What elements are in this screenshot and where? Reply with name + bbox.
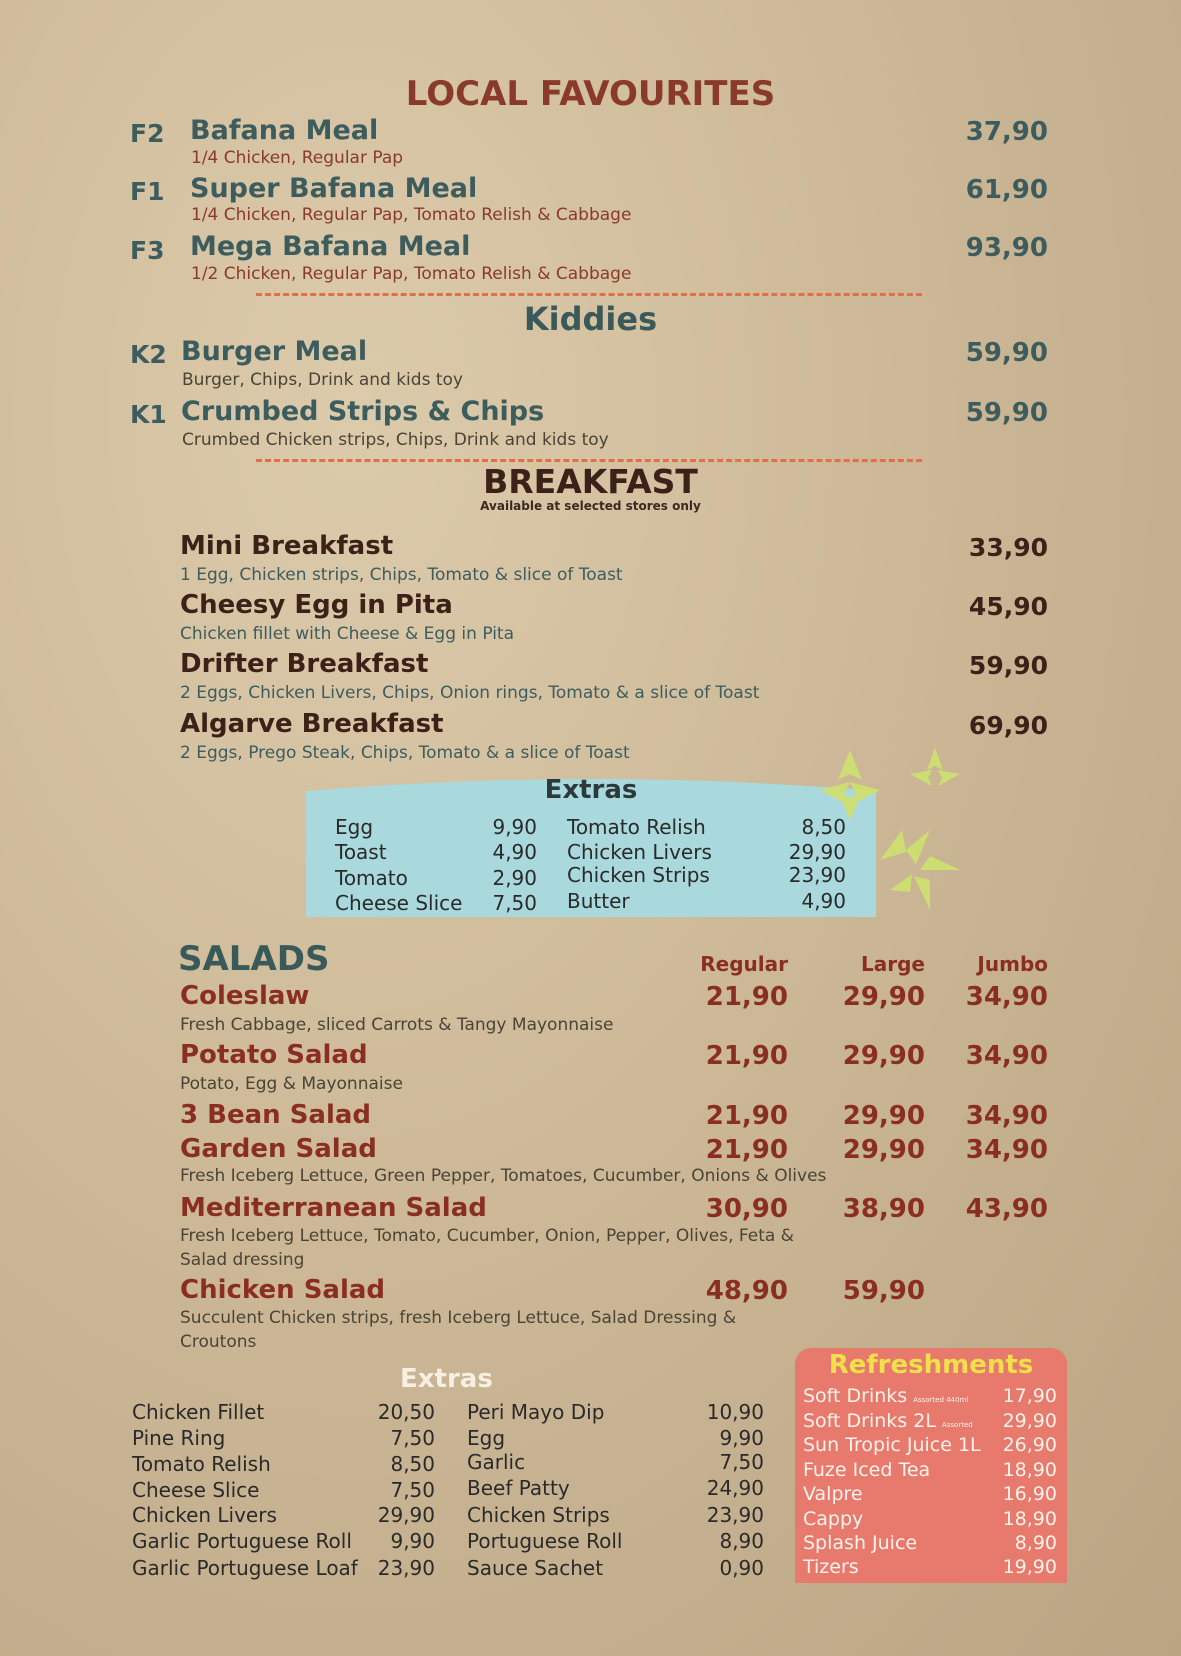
extra-item-price: 2,90 [492,866,537,890]
refresh-item-name: Tizers [803,1556,859,1578]
item-name: Burger Meal [181,336,368,367]
extra-item-price: 7,50 [390,1478,435,1502]
item-name: Mini Breakfast [180,531,394,561]
extras-title: Extras [400,1364,493,1394]
item-desc: 1/2 Chicken, Regular Pap, Tomato Relish & Cabbage [191,264,632,284]
salad-name: 3 Bean Salad [180,1100,372,1130]
extra-item-name: Portuguese Roll [467,1529,623,1553]
col-header-jumbo: Jumbo [977,952,1048,976]
item-name: Cheesy Egg in Pita [180,590,453,620]
item-price: 59,90 [965,398,1048,428]
refresh-item-name: Sun Tropic Juice 1L [803,1434,981,1456]
extra-item-price: 9,90 [390,1529,435,1553]
salad-price-regular: 48,90 [705,1276,788,1306]
refresh-item-name: Cappy [803,1508,864,1530]
extra-item-name: Egg [335,815,374,839]
salad-price-regular: 30,90 [705,1194,788,1224]
extra-item-name: Beef Patty [467,1476,570,1500]
salad-price-large: 29,90 [842,982,925,1012]
extra-item-price: 8,50 [390,1452,435,1476]
salad-desc: Succulent Chicken strips, fresh Iceberg Lettuce, Salad Dressing & [180,1308,737,1328]
extra-item-price: 8,50 [801,815,846,839]
salad-name: Chicken Salad [180,1275,386,1305]
breakfast-title: BREAKFAST [483,462,698,501]
extra-item-price: 4,90 [492,840,537,864]
salad-price-large: 38,90 [842,1194,925,1224]
salad-name: Garden Salad [180,1134,377,1164]
item-code: F1 [130,177,165,206]
item-name: Super Bafana Meal [190,173,478,204]
extra-item-price: 8,90 [719,1529,764,1553]
item-desc: Crumbed Chicken strips, Chips, Drink and kids toy [182,430,609,450]
extra-item-price: 9,90 [719,1426,764,1450]
item-name: Drifter Breakfast [180,649,429,679]
extra-item-price: 7,50 [492,891,537,915]
extra-item-price: 9,90 [492,815,537,839]
breakfast-subtitle: Available at selected stores only [480,499,701,513]
salad-desc: Potato, Egg & Mayonnaise [180,1074,403,1094]
salad-price-regular: 21,90 [705,1101,788,1131]
item-code: K2 [130,340,167,369]
refresh-item-price: 19,90 [1002,1556,1057,1578]
refreshments-title: Refreshments [828,1350,1034,1380]
salad-desc: Fresh Iceberg Lettuce, Tomato, Cucumber, Onion, Pepper, Olives, Feta & [180,1226,794,1246]
extra-item-name: Tomato [335,866,408,890]
extra-item-price: 4,90 [801,889,846,913]
salad-name: Mediterranean Salad [180,1193,487,1223]
extra-item-name: Cheese Slice [132,1478,260,1502]
item-desc: Burger, Chips, Drink and kids toy [182,370,463,390]
extra-item-name: Garlic [467,1450,526,1474]
extra-item-price: 24,90 [706,1476,764,1500]
refresh-item-price: 17,90 [1002,1385,1057,1407]
item-desc: 2 Eggs, Prego Steak, Chips, Tomato & a slice of Toast [180,743,630,763]
extra-item-price: 7,50 [390,1426,435,1450]
refresh-item-price: 29,90 [1002,1410,1057,1432]
item-price: 33,90 [968,533,1048,562]
kiddies-title: Kiddies [523,300,658,338]
salad-price-large: 59,90 [842,1276,925,1306]
refresh-item-name: Valpre [803,1483,863,1505]
item-desc: 2 Eggs, Chicken Livers, Chips, Onion rings, Tomato & a slice of Toast [180,683,760,703]
col-header-regular: Regular [700,952,788,976]
item-price: 59,90 [968,651,1048,680]
refresh-item-name: Soft Drinks 2L Assorted [803,1410,973,1432]
salad-desc-line2: Croutons [180,1332,257,1352]
salad-price-jumbo: 34,90 [965,982,1048,1012]
breakfast-extras-title: Extras [544,775,638,805]
salad-price-regular: 21,90 [705,1135,788,1165]
extra-item-name: Garlic Portuguese Roll [132,1529,352,1553]
local-favourites-title: LOCAL FAVOURITES [405,74,776,114]
salad-price-large: 29,90 [842,1101,925,1131]
extra-item-price: 10,90 [706,1400,764,1424]
extra-item-name: Pine Ring [132,1426,226,1450]
refresh-item-price: 16,90 [1002,1483,1057,1505]
salad-price-jumbo: 43,90 [965,1194,1048,1224]
refresh-item-price: 18,90 [1002,1508,1057,1530]
extra-item-name: Toast [335,840,387,864]
extra-item-name: Butter [567,889,630,913]
refresh-item-price: 18,90 [1002,1459,1057,1481]
item-name: Algarve Breakfast [180,709,444,739]
extra-item-price: 20,50 [377,1400,435,1424]
salad-price-jumbo: 34,90 [965,1041,1048,1071]
extra-item-name: Chicken Strips [467,1503,610,1527]
extra-item-name: Tomato Relish [567,815,706,839]
item-code: F3 [130,236,165,265]
refresh-item-name: Splash Juice [803,1532,918,1554]
extra-item-name: Egg [467,1426,506,1450]
extra-item-price: 23,90 [788,863,846,887]
item-price: 61,90 [965,175,1048,205]
refresh-item-tag: Assorted [941,1421,973,1429]
refresh-item-name: Soft Drinks Assorted 440ml [803,1385,969,1407]
extra-item-price: 23,90 [706,1503,764,1527]
item-price: 59,90 [965,338,1048,368]
extra-item-name: Peri Mayo Dip [467,1400,605,1424]
salad-desc: Fresh Iceberg Lettuce, Green Pepper, Tomatoes, Cucumber, Onions & Olives [180,1166,827,1186]
item-code: F2 [130,119,165,148]
refresh-item-tag: Assorted 440ml [913,1396,969,1404]
item-desc: 1 Egg, Chicken strips, Chips, Tomato & slice of Toast [180,565,623,585]
salad-desc: Fresh Cabbage, sliced Carrots & Tangy Mayonnaise [180,1015,614,1035]
col-header-large: Large [861,952,925,976]
extra-item-name: Garlic Portuguese Loaf [132,1556,358,1580]
extra-item-name: Chicken Strips [567,863,710,887]
item-price: 45,90 [968,592,1048,621]
extra-item-price: 29,90 [788,840,846,864]
salad-price-regular: 21,90 [705,982,788,1012]
item-price: 37,90 [965,117,1048,147]
refresh-item-name: Fuze Iced Tea [803,1459,931,1481]
extra-item-price: 29,90 [377,1503,435,1527]
extra-item-price: 23,90 [377,1556,435,1580]
extra-item-name: Cheese Slice [335,891,463,915]
refresh-item-price: 8,90 [1014,1532,1057,1554]
item-desc: Chicken fillet with Cheese & Egg in Pita [180,624,514,644]
extra-item-price: 7,50 [719,1450,764,1474]
item-desc: 1/4 Chicken, Regular Pap, Tomato Relish & Cabbage [191,205,632,225]
item-name: Mega Bafana Meal [190,231,471,262]
item-price: 69,90 [968,711,1048,740]
item-price: 93,90 [965,233,1048,263]
item-desc: 1/4 Chicken, Regular Pap [191,148,404,168]
extra-item-name: Tomato Relish [132,1452,271,1476]
salad-name: Coleslaw [180,981,310,1011]
item-code: K1 [130,400,167,429]
salad-price-large: 29,90 [842,1135,925,1165]
item-name: Crumbed Strips & Chips [181,396,545,427]
divider [256,293,922,296]
salad-price-regular: 21,90 [705,1041,788,1071]
item-name: Bafana Meal [190,115,379,146]
salads-title: SALADS [178,939,330,979]
extra-item-name: Chicken Livers [567,840,712,864]
salad-name: Potato Salad [180,1040,368,1070]
salad-price-large: 29,90 [842,1041,925,1071]
salad-price-jumbo: 34,90 [965,1101,1048,1131]
extra-item-name: Chicken Fillet [132,1400,265,1424]
extra-item-price: 0,90 [719,1556,764,1580]
extra-item-name: Chicken Livers [132,1503,277,1527]
salad-price-jumbo: 34,90 [965,1135,1048,1165]
extra-item-name: Sauce Sachet [467,1556,604,1580]
refresh-item-price: 26,90 [1002,1434,1057,1456]
salad-desc-line2: Salad dressing [180,1250,305,1270]
